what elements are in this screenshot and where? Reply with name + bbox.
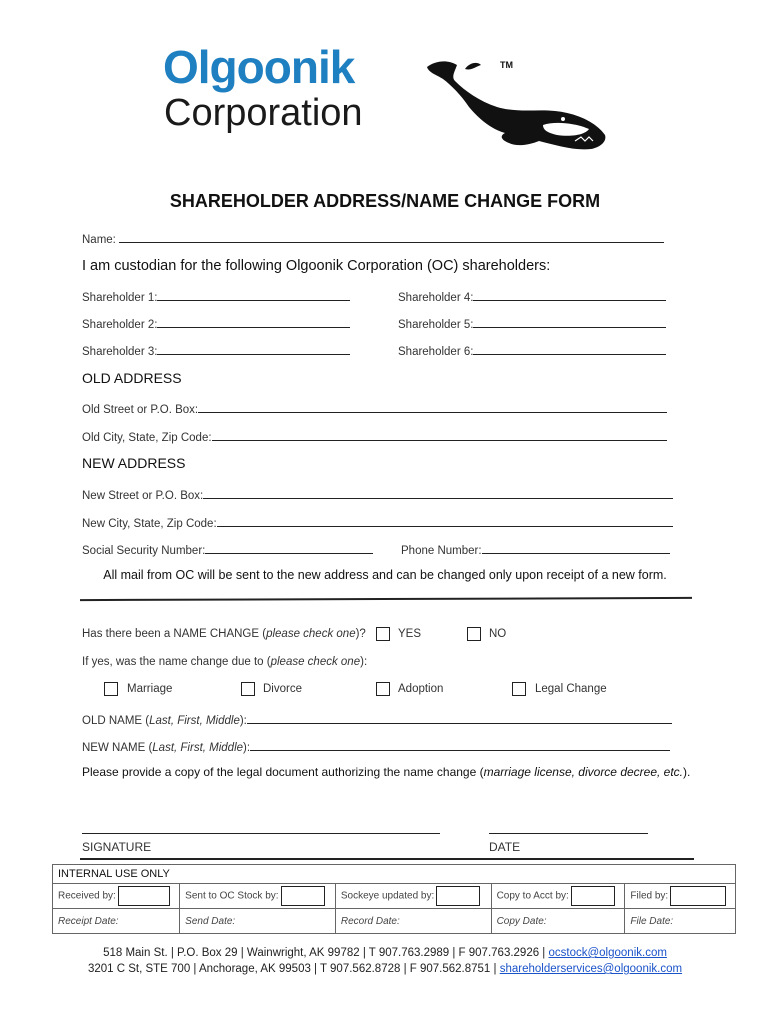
- question-hint: please check one: [270, 656, 361, 668]
- question-hint: please check one: [266, 628, 356, 640]
- new-city-label: New City, State, Zip Code:: [82, 518, 217, 530]
- old-name-label-end: ):: [239, 715, 247, 727]
- shareholder-4-field[interactable]: [398, 288, 666, 304]
- reason-question: [82, 656, 367, 668]
- whale-icon: [425, 55, 610, 155]
- internal-title: INTERNAL USE ONLY: [53, 865, 736, 884]
- document-note-hint: marriage license, divorce decree, etc.: [483, 765, 684, 779]
- marriage-label: Marriage: [127, 683, 173, 695]
- legal-change-label: Legal Change: [535, 683, 607, 695]
- new-name-line[interactable]: [250, 738, 670, 751]
- divorce-label: Divorce: [263, 683, 302, 695]
- adoption-checkbox[interactable]: [376, 682, 390, 696]
- new-street-line[interactable]: [203, 486, 673, 499]
- new-name-label-end: ):: [243, 742, 251, 754]
- sockeye-box[interactable]: [436, 886, 480, 906]
- new-street-field[interactable]: [82, 486, 673, 502]
- shareholder-services-email-link[interactable]: shareholderservices@olgoonik.com: [499, 963, 683, 975]
- signature-label: SIGNATURE: [82, 840, 152, 854]
- old-city-field[interactable]: [82, 428, 667, 444]
- question-text-end: )?: [355, 628, 366, 640]
- divorce-checkbox[interactable]: [241, 682, 255, 696]
- footer-address-2: 3201 C St, STE 700 | Anchorage, AK 99503 | T 907.562.8728 | F 907.562.8751 |: [87, 963, 500, 975]
- yes-checkbox[interactable]: [376, 627, 390, 641]
- ssn-line[interactable]: [205, 541, 373, 554]
- date-line[interactable]: [489, 833, 648, 834]
- form-title: SHAREHOLDER ADDRESS/NAME CHANGE FORM: [169, 191, 601, 211]
- new-street-label: New Street or P.O. Box:: [82, 490, 204, 502]
- old-city-line[interactable]: [212, 428, 667, 441]
- internal-use-table: [52, 864, 736, 934]
- received-by-box[interactable]: [118, 886, 170, 906]
- section-divider: [80, 597, 692, 601]
- old-street-line[interactable]: [198, 400, 667, 413]
- custodian-heading: I am custodian for the following Olgoonik Corporation (OC) shareholders:: [82, 258, 551, 274]
- filed-by-cell: [625, 884, 736, 909]
- shareholder-1-field[interactable]: [82, 288, 350, 304]
- signature-divider: [80, 858, 694, 860]
- sent-by-label: Sent to OC Stock by:: [185, 890, 279, 902]
- shareholder-label: Shareholder 3:: [82, 346, 158, 358]
- shareholder-label: Shareholder 2:: [82, 319, 158, 331]
- question-text: Has there been a NAME CHANGE (: [82, 628, 267, 640]
- sockeye-cell: [335, 884, 491, 909]
- trademark: TM: [500, 60, 513, 70]
- question-text-end: ):: [360, 656, 368, 668]
- new-name-hint: Last, First, Middle: [152, 742, 244, 754]
- footer-address-1: 518 Main St. | P.O. Box 29 | Wainwright, AK 99782 | T 907.763.2989 | F 907.763.2926 |: [103, 947, 549, 959]
- name-field[interactable]: [82, 230, 664, 246]
- new-name-label: NEW NAME (: [82, 742, 153, 754]
- copy-acct-box[interactable]: [571, 886, 615, 906]
- shareholder-5-field[interactable]: [398, 315, 666, 331]
- record-date: Record Date:: [335, 909, 491, 934]
- receipt-date: Receipt Date:: [53, 909, 180, 934]
- mail-note: All mail from OC will be sent to the new address and can be changed only upon receipt of a new form.: [103, 568, 667, 582]
- old-street-label: Old Street or P.O. Box:: [82, 404, 199, 416]
- old-name-hint: Last, First, Middle: [149, 715, 240, 727]
- no-label: NO: [489, 628, 507, 640]
- phone-label: Phone Number:: [401, 545, 482, 557]
- name-label: Name:: [82, 234, 116, 246]
- no-checkbox[interactable]: [467, 627, 481, 641]
- copy-date: Copy Date:: [491, 909, 625, 934]
- phone-field[interactable]: [401, 541, 670, 557]
- shareholder-label: Shareholder 5:: [398, 319, 474, 331]
- shareholder-3-field[interactable]: [82, 342, 350, 358]
- sockeye-label: Sockeye updated by:: [340, 890, 435, 902]
- shareholder-label: Shareholder 4:: [398, 292, 474, 304]
- new-name-field[interactable]: [82, 738, 670, 754]
- shareholder-line[interactable]: [157, 342, 350, 355]
- ocstock-email-link[interactable]: ocstock@olgoonik.com: [548, 947, 667, 959]
- shareholder-line[interactable]: [473, 288, 666, 301]
- shareholder-label: Shareholder 1:: [82, 292, 158, 304]
- logo-name: Olgoonik: [163, 41, 355, 93]
- send-date: Send Date:: [180, 909, 336, 934]
- question-text: If yes, was the name change due to (: [82, 656, 271, 668]
- ssn-label: Social Security Number:: [82, 545, 206, 557]
- sent-by-cell: [180, 884, 336, 909]
- footer-line-1: [0, 947, 770, 959]
- legal-change-checkbox[interactable]: [512, 682, 526, 696]
- old-address-heading: OLD ADDRESS: [82, 370, 182, 386]
- shareholder-label: Shareholder 6:: [398, 346, 474, 358]
- sent-by-box[interactable]: [281, 886, 325, 906]
- shareholder-line[interactable]: [473, 315, 666, 328]
- shareholder-line[interactable]: [157, 315, 350, 328]
- new-address-heading: NEW ADDRESS: [82, 455, 186, 471]
- shareholder-2-field[interactable]: [82, 315, 350, 331]
- date-label: DATE: [489, 840, 521, 854]
- yes-label: YES: [398, 628, 422, 640]
- new-city-field[interactable]: [82, 514, 673, 530]
- name-line[interactable]: [119, 230, 664, 243]
- marriage-checkbox[interactable]: [104, 682, 118, 696]
- document-note-end: ).: [683, 765, 691, 779]
- name-change-question: [82, 628, 366, 640]
- copy-acct-label: Copy to Acct by:: [496, 890, 569, 902]
- phone-line[interactable]: [482, 541, 670, 554]
- file-date: File Date:: [625, 909, 736, 934]
- received-by-label: Received by:: [58, 890, 116, 902]
- shareholder-line[interactable]: [157, 288, 350, 301]
- footer-line-2: [0, 963, 770, 975]
- old-name-line[interactable]: [247, 711, 672, 724]
- filed-by-box[interactable]: [670, 886, 726, 906]
- old-city-label: Old City, State, Zip Code:: [82, 432, 212, 444]
- old-name-label: OLD NAME (: [82, 715, 150, 727]
- ssn-field[interactable]: [82, 541, 373, 557]
- signature-line[interactable]: [82, 833, 440, 834]
- old-name-field[interactable]: [82, 711, 672, 727]
- adoption-label: Adoption: [398, 683, 444, 695]
- shareholder-6-field[interactable]: [398, 342, 666, 358]
- filed-by-label: Filed by:: [630, 890, 669, 902]
- logo-subtitle: Corporation: [164, 92, 363, 134]
- received-by-cell: [53, 884, 180, 909]
- new-city-line[interactable]: [217, 514, 673, 527]
- document-note: [82, 765, 690, 779]
- shareholder-line[interactable]: [473, 342, 666, 355]
- old-street-field[interactable]: [82, 400, 667, 416]
- document-note-text: Please provide a copy of the legal document authorizing the name change (: [82, 765, 484, 779]
- copy-acct-cell: [491, 884, 625, 909]
